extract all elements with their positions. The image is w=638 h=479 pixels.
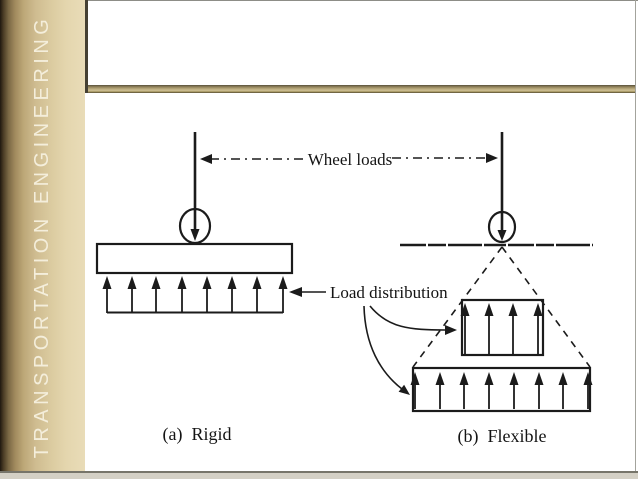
rigid-slab (97, 244, 292, 273)
slide-right-border (635, 0, 636, 479)
wheel-load-arrowhead-b (498, 230, 507, 241)
panel-b-flexible (400, 132, 593, 411)
load-distribution-callout (289, 283, 457, 395)
load-dist-curve-upper (370, 306, 445, 330)
title-box-left-border (85, 0, 88, 93)
sidebar-title: TRANSPORTATION ENGINEERING (31, 14, 53, 459)
sidebar (0, 0, 85, 473)
slide-bottom-strip (0, 471, 638, 479)
load-spread-cone (413, 247, 590, 367)
load-dist-arrow-lower (399, 385, 410, 395)
reaction-arrows-a (103, 276, 288, 313)
load-dist-arrow-upper (445, 325, 457, 335)
stress-block-upper (461, 300, 544, 355)
caption-a: (a) Rigid (162, 424, 232, 444)
accent-bar (88, 85, 635, 93)
load-distribution-label: Load distribution (330, 283, 448, 302)
wheel-loads-callout (200, 150, 498, 169)
caption-b: (b) Flexible (457, 426, 547, 446)
wheel-loads-label: Wheel loads (307, 150, 393, 169)
panel-a-rigid (97, 132, 292, 313)
stress-block-lower (411, 368, 593, 411)
callout-arrow-right (486, 153, 498, 163)
wheel-load-arrowhead-a (191, 229, 200, 241)
